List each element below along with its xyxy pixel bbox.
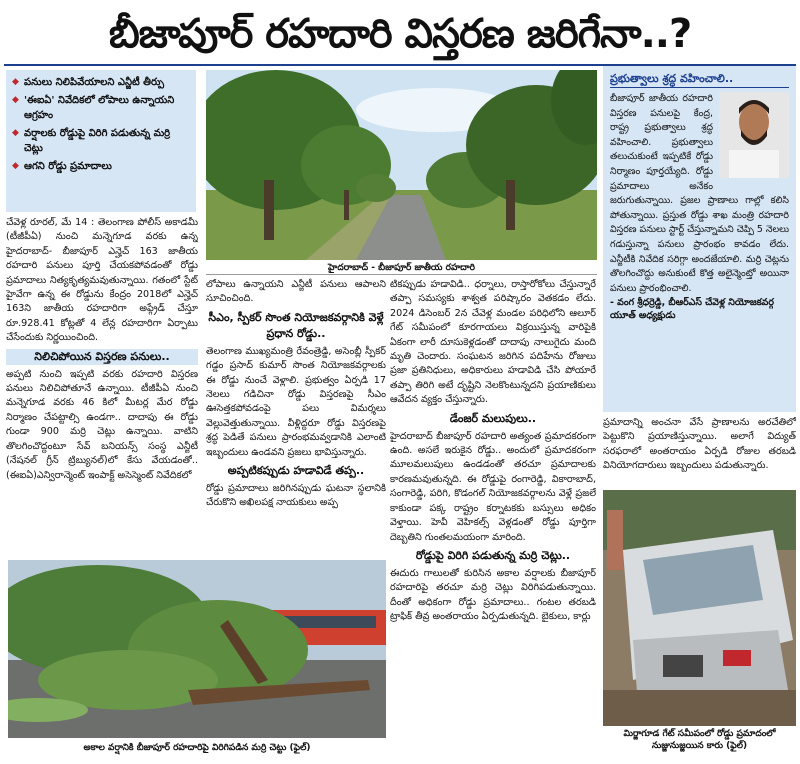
subheading: డేంజర్ మలుపులు.. [449,411,537,425]
headline: బీజాపూర్ రహదారి విస్తరణ జరిగేనా..? [4,4,796,66]
fallen-tree-photo [8,560,386,738]
road-photo [206,70,597,260]
paragraph: రోడ్డు ప్రమాదాలు జరిగినప్పుడు ఘటనా స్థలానికి చేరుకొని అఖిలపక్ష నాయకులు అప్ప [206,483,386,509]
subheading: అప్పటికప్పుడు హడావిడే తప్ప.. [227,464,365,478]
paragraph: తెలంగాణ ముఖ్యమంత్రి రేవంత్రెడ్డి, అసెంబ్లీ స్పీకర్ గడ్డం ప్రసాద్ కుమార్ సొంత నియోజకవర్గాలకు ఈ రోడ్డు నుంచే వెళ్లాలి. ప్రభుత్వం ఏర్పడి 17 నెలలు గడిచినా రోడ్డు విస్తరణపై సీఎం ఊసెత్తకపోవడంపై పలు విమర్శలు వెల్లువెత్తుతున్నాయి. వీళ్లిద్దరూ రోడ్డు విస్తరణపై శ్రద్ధ పెడితే పనులు ప్రారంభమవ్వడానికి ఎలాంటి ఇబ్బందులు ఉండవని ప్రజలు భావిస్తున్నారు. [206,345,386,458]
subheading: నిలిచిపోయిన విస్తరణ పనులు.. [6,349,198,365]
person-photo [719,92,789,178]
paragraph: లోపాలు ఉన్నాయని ఎన్జీటీ పనులు ఆపాలని సూచించింది. [206,279,386,305]
bullet-item: ◆ 'ఈఐఏ' నివేదికలో లోపాలు ఉన్నాయని ఆగ్రహం [12,93,190,123]
photo-caption: హైదరాబాద్ - బీజాపూర్ జాతీయ రహదారి [206,262,597,275]
paragraph: ఈదురు గాలులతో కురిసిన అకాల వర్షాలకు బీజాపూర్ రహదారిపై తరచూ మర్రి చెట్లు విరిగిపడుతున్నాయి. దీంతో అధికంగా రోడ్డు ప్రమాదాలు.. గంటల తరబడి ట్రాఫిక్ తీవ్ర అంతరాయం ఏర్పడుతున్నది. బైకులు, కార్లు [390,567,596,623]
subheading: సీఎం, స్పీకర్ సొంత నియోజకవర్గానికి వెళ్లే ప్రధాన రోడ్డు.. [208,310,384,340]
bullet-item: ◆ ఆగని రోడ్డు ప్రమాదాలు [12,159,190,174]
opinion-signature: - వంగ శ్రీధర్రెడ్డి, బీఆర్ఎస్ చేవెళ్ల నియోజకవర్గ యూత్ అధ్యక్షుడు [610,297,774,322]
bullet-item: ◆ వర్షాలకు రోడ్డుపై విరిగి పడుతున్న మర్రి చెట్లు [12,126,190,156]
paragraph: చేవెళ్ల రూరల్, మే 14 : తెలంగాణ పోలీస్ అకాడమీ (టీజీపీఏ) నుంచి మన్నెగూడ వరకు ఉన్న హైదరాబాద్- బీజాపూర్ ఎన్హెచ్ 163 జాతీయ రహదారి పనులు పూర్తి చేయకపోవడంతో రోడ్డు ప్రమాదాలు నిత్యకృత్యమవుతున్నాయి. గతంలో స్టేట్ హైవేగా ఉన్న ఈ రోడ్డును కేంద్రం 2018లో ఎన్హెచ్ 163ని జాతీయ రహదారిగా అప్గ్రేడ్ చేస్తూ రూ.928.41 కోట్లతో 4 లేన్ల రహదారిగా ఏర్పాటు చేసేందుకు నిర్ణయించింది. [6,217,198,344]
opinion-box [603,66,796,412]
article-column-2 [206,278,386,558]
subheading: రోడ్డుపై విరిగి పడుతున్న మర్రి చెట్లు.. [415,548,571,562]
photo-caption: మిర్జాగూడ గేట్ సమీపంలో రోడ్డు ప్రమాదంలో నుజ్జునుజ్జయిన కారు (ఫైల్) [623,729,776,751]
bullet-item: ◆ పనులు నిలిపివేయాలని ఎన్జీటీ తీర్పు [12,75,190,90]
paragraph: టికప్పుడు హడావిడి.. ధర్నాలు, రాస్తారోకోలు చేస్తున్నారే తప్పా సమస్యకు శాశ్వత పరిష్కారం వెతకడం లేదు. 2024 డిసెంబర్ 2న చేవెళ్ల మండల పరిధిలోని ఆలూర్ గేట్ సమీపంలో కూరగాయలు విక్రయిస్తున్న వారిపైకి ఏకంగా లారీ దూసుకెళ్లడంతో దాదాపు నాలుగైదు మంది మృతి చెందారు. సంఘటన జరిగిన పదిహేను రోజులు ప్రజా ప్రతినిధులు, అధికారులు హడావిడి చేసి పోయారే తప్పా తిరిగి అటే దృష్టిని నెలకొంటున్నదని ప్రయాణికులు ఆవేదన వ్యక్తం చేస్తున్నారు. [390,279,596,406]
paragraph: హైదరాబాద్ బీజాపూర్ రహదారి అత్యంత ప్రమాదకరంగా ఉంది. అసలే ఇరుకైన రోడ్డు.. అందులో ప్రమాదకరంగా మూలమలుపులు ఉండడంతో తరచూ ప్రమాదాలకు కారణమవుతున్నది. ఈ రోడ్డుపై రంగారెడ్డి, వికారాబాద్, సంగారెడ్డి, పరిగి, కొడంగల్ నియోజకవర్గాలను వెళ్లే ప్రజలే కాకుండా పక్క రాష్ట్రం కర్నాటకకు బస్సులు అధికం వెళ్తాయి. హెవీ వెహికల్స్ వెళ్లడంతో రోడ్డు పూర్తిగా దెబ్బతిని గుంతలమయంగా మారింది. [390,430,596,543]
article-column-1 [6,216,198,560]
bullet-box [6,70,196,212]
opinion-text: బీజాపూర్ జాతీయ రహదారి విస్తరణ పనులపై కేంద్ర, రాష్ట్ర ప్రభుత్వాలు శ్రద్ధ వహించాలి. ప్రభుత్వాలు తలుచుకుంటే ఇప్పటికే రోడ్డు నిర్మాణం పూర్తయ్యేది. రోడ్డు ప్రమాదాలు అనేకం జరుగుతున్నాయి. ప్రజల ప్రాణాలు గాల్లో కలిసి పోతున్నాయి. ప్రస్తుత రోడ్డు శాఖ మంత్రి రహదారి విస్తరణ పనులు స్టార్ట్ చేస్తున్నామని చెప్పి 5 నెలలు గడుస్తున్నా పనులు ప్రారంభం కావడం లేదు. ఎన్జీటీకి నివేదిక సరిగ్గా అందజేయాలి. మర్రి చెట్లను తొలగించొద్దు అనుకుంటే కొత్త అలైన్మెంట్తో అయినా పనులు ప్రారంభించాలి. [610,93,789,294]
article-column-3 [390,278,596,758]
paragraph: అప్పటి నుంచి ఇప్పటి వరకు రహదారి విస్తరణ పనులు నిలిచిపోతూనే ఉన్నాయి. టీజీపీఏ నుంచి మన్నెగూడ వరకు 46 కిలో మీటర్ల మేర రోడ్డు నిర్మాణం చేపట్టాల్సి ఉండగా.. దాదాపు ఈ రోడ్డు గుండా 900 మర్రి చెట్లు ఉన్నాయి. వాటిని తొలగించొద్దంటూ సేవ్ బనియన్స్ సంస్థ ఎన్జీటీ (నేషనల్ గ్రీన్ ట్రిబ్యునల్)లో కేసు వేయడంతో.. (ఈఐఏ)ఎన్విరాన్మెంట్ ఇంపాక్ట్ అసెస్మెంట్ నివేదికలో [6,368,198,481]
paragraph: ప్రమాదాన్ని అంచనా వేసే ప్రాణాలను అరచేతిలో పెట్టుకొని ప్రయాణిస్తున్నాయి. అలాగే విద్యుత్ సరఫరాలో అంతరాయం ఏర్పడి రోజుల తరబడి వినియోగదారులు ఇబ్బందులు పడుతున్నారు. [603,417,796,472]
photo-caption: అకాల వర్షానికి బీజాపూర్ రహదారిపై విరిగిపడిన మర్రి చెట్టు (ఫైల్) [83,743,311,753]
article-column-4 [603,416,796,486]
opinion-title: ప్రభుత్వాలు శ్రద్ధ వహించాలి.. [610,71,789,88]
crashed-car-photo [603,490,796,726]
